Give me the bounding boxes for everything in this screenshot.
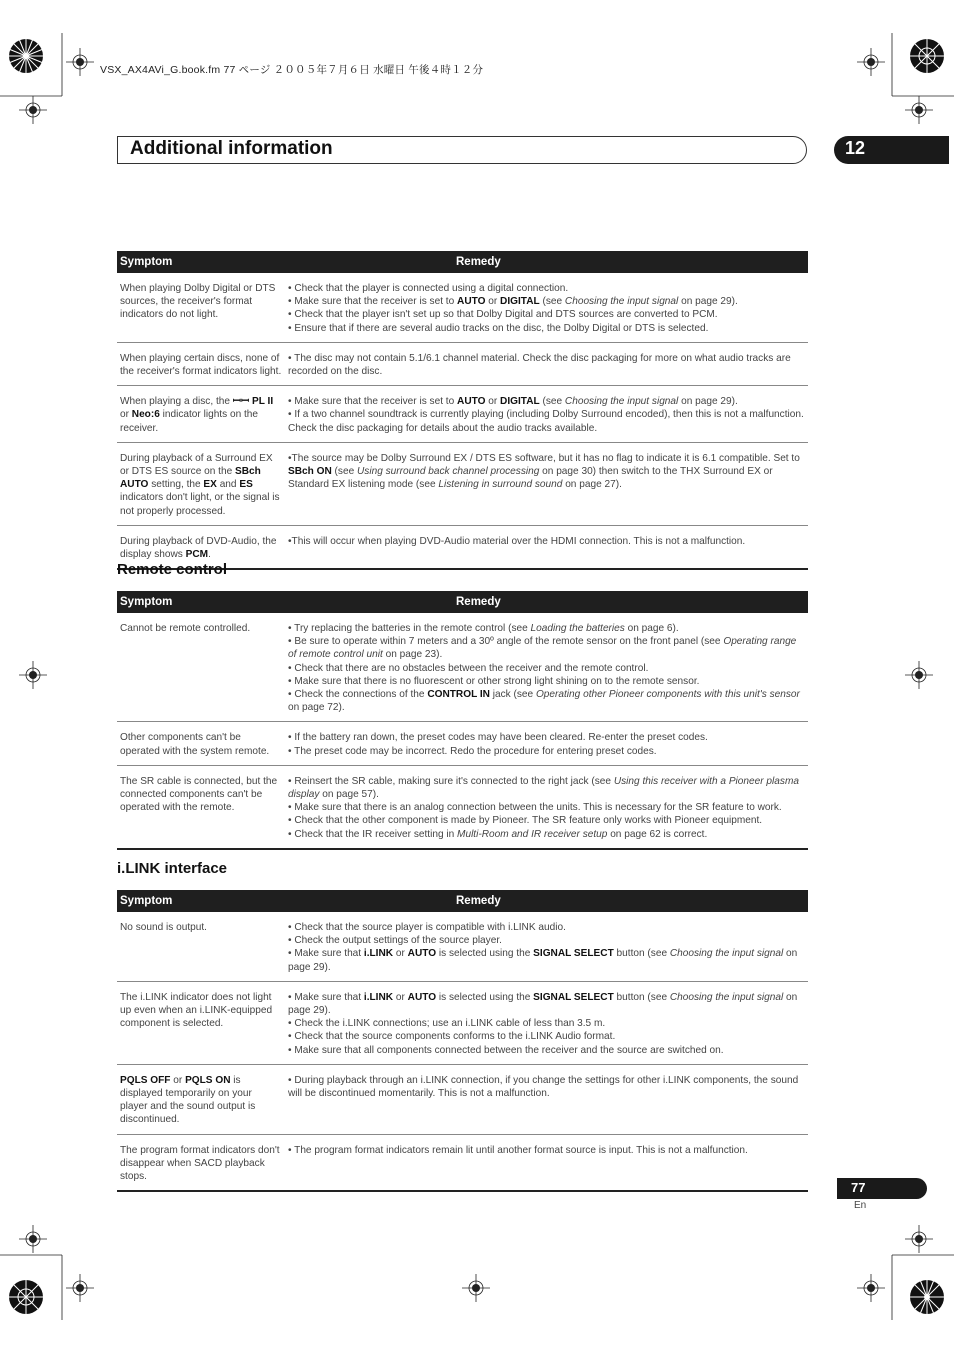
table-header-row [117, 890, 808, 912]
table-row [117, 981, 808, 1064]
remedy-cell: •The source may be Dolby Surround EX / DTS ES software, but it has no flag to indicate it is 6.1 compatible. Set to SBch ON (see Using surround back channel processing on page 30) then switch to the THX Surround EX or Standard EX listening mode (see Listening in surround sound on page 27). [285, 442, 808, 525]
header-remedy: Remedy [285, 890, 808, 912]
symptom-cell: No sound is output. [117, 912, 285, 981]
remedy-cell: • Try replacing the batteries in the remote control (see Loading the batteries on page 6). • Be sure to operate within 7 meters and a 30º angle of the remote sensor on the front panel (see Operating range of remote control unit on page 23). • Check that there are no obstacles between the receiver and the remote control. • Make sure that there is no fluorescent or other strong light shining on to the remote sensor. • Check the connections of the CONTROL IN jack (see Operating other Pioneer components with this unit's sensor on page 72). [285, 613, 808, 722]
symptom-cell: When playing certain discs, none of the receiver's format indicators light. [117, 342, 285, 385]
symptom-cell: During playback of DVD-Audio, the display shows PCM. [120, 535, 277, 561]
table-row [117, 442, 808, 525]
table-row [117, 273, 808, 342]
page-number-tab [837, 1178, 927, 1199]
page-number: 77 [851, 1180, 866, 1195]
table-row [117, 342, 808, 385]
table-row [117, 912, 808, 981]
symptom-cell: Other components can't be operated with the system remote. [117, 722, 285, 765]
symptom-cell: When playing a disc, the ꟷꟷ PL II or Neo:6 indicator lights on the receiver. [117, 386, 285, 443]
troubleshooting-table-ilink [117, 890, 808, 1192]
remedy-cell: • Make sure that i.LINK or AUTO is selected using the SIGNAL SELECT button (see Choosing the input signal on page 29). • Check the i.LINK connections; use an i.LINK cable of less than 3.5 m. • Check that the source components conforms to the i.LINK Audio format. • Make sure that all components connected between the receiver and the source are switched on. [285, 981, 808, 1064]
remedy-cell: • The program format indicators remain lit until another format source is input. This is not a malfunction. [288, 1144, 748, 1156]
chapter-number-tab [834, 136, 949, 164]
remedy-cell: • Check that the source player is compatible with i.LINK audio. • Check the output settings of the source player. • Make sure that i.LINK or AUTO is selected using the SIGNAL SELECT button (see Choosing the input signal on page 29). [285, 912, 808, 981]
remedy-cell: • If the battery ran down, the preset codes may have been cleared. Re-enter the preset codes. • The preset code may be incorrect. Redo the procedure for entering preset codes. [285, 722, 808, 765]
header-remedy: Remedy [285, 251, 808, 273]
symptom-cell: The i.LINK indicator does not light up even when an i.LINK-equipped component is selected. [117, 981, 285, 1064]
symptom-cell: PQLS OFF or PQLS ON is displayed temporarily on your player and the sound output is discontinued. [117, 1064, 285, 1134]
table-row [117, 386, 808, 443]
symptom-cell: During playback of a Surround EX or DTS ES source on the SBch AUTO setting, the EX and ES indicators don't light, or the signal is not properly processed. [117, 442, 285, 525]
table-header-row [117, 591, 808, 613]
remedy-cell: • Make sure that the receiver is set to AUTO or DIGITAL (see Choosing the input signal on page 29). • If a two channel soundtrack is currently playing (including Dolby Surround encoded), then this is not a malfunction. Check the disc packaging for details about the audio tracks available. [285, 386, 808, 443]
troubleshooting-table-audio [117, 251, 808, 570]
remedy-cell: • Check that the player is connected using a digital connection. • Make sure that the receiver is set to AUTO or DIGITAL (see Choosing the input signal on page 29). • Check that the player isn't set up so that Dolby Digital and DTS sources are converted to PCM. • Ensure that if there are several audio tracks on the disc, the Dolby Digital or DTS is selected. [285, 273, 808, 342]
symptom-cell: The program format indicators don't disappear when SACD playback stops. [120, 1144, 280, 1183]
header-symptom: Symptom [117, 890, 285, 912]
header-symptom: Symptom [117, 251, 285, 273]
remedy-cell: • Reinsert the SR cable, making sure it's connected to the right jack (see Using this receiver with a Pioneer plasma display on page 57). • Make sure that there is an analog connection between the units. This is necessary for the SR feature to work. • Check that the other component is made by Pioneer. The SR feature only works with Pioneer equipment. • Check that the IR receiver setting in Multi-Room and IR receiver setup on page 62 is correct. [288, 775, 799, 840]
header-remedy: Remedy [285, 591, 808, 613]
remedy-cell: •This will occur when playing DVD-Audio material over the HDMI connection. This is not a malfunction. [288, 535, 746, 547]
symptom-cell: When playing Dolby Digital or DTS sources, the receiver's format indicators do not light. [117, 273, 285, 342]
symptom-cell: Cannot be remote controlled. [117, 613, 285, 722]
section-title-ilink: i.LINK interface [117, 860, 228, 877]
header-symptom: Symptom [117, 591, 285, 613]
chapter-title-bar [117, 136, 807, 164]
chapter-number: 12 [845, 138, 866, 158]
chapter-title: Additional information [130, 138, 333, 159]
section-title-remote-control: Remote control [117, 561, 228, 578]
table-row [117, 765, 808, 849]
remedy-cell: • The disc may not contain 5.1/6.1 channel material. Check the disc packaging for more on what audio tracks are recorded on the disc. [285, 342, 808, 385]
file-header: VSX_AX4AVi_G.book.fm 77 ページ ２００５年７月６日 水曜日 午後４時１２分 [100, 64, 484, 76]
table-row [117, 1134, 808, 1191]
table-row [117, 1064, 808, 1134]
language-label: En [854, 1200, 867, 1211]
symptom-cell: The SR cable is connected, but the connected components can't be operated with the remote. [120, 775, 278, 814]
remedy-cell: • During playback through an i.LINK connection, if you change the settings for other i.LINK components, the sound will be discontinued momentarily. This is not a malfunction. [285, 1064, 808, 1134]
table-row [117, 613, 808, 722]
table-header-row [117, 251, 808, 273]
troubleshooting-table-remote-control [117, 591, 808, 850]
table-row [117, 722, 808, 765]
